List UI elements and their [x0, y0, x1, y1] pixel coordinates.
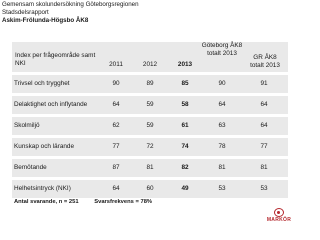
logo-text: MARKÖR: [266, 217, 292, 223]
logo-icon: [274, 208, 284, 217]
row-value: 82: [181, 164, 189, 171]
row-value: 58: [181, 101, 189, 108]
response-rate: Svarsfrekvens = 78%: [94, 199, 153, 205]
row-value: 59: [146, 101, 154, 108]
row-value: 89: [146, 80, 154, 87]
row-label: Trivsel och trygghet: [14, 80, 70, 87]
row-value: 62: [112, 122, 120, 129]
survey-title: Gemensam skolundersökning Göteborgsregionen: [2, 1, 139, 8]
row-value: 87: [112, 164, 120, 171]
table-row: [12, 96, 288, 114]
row-value: 77: [112, 143, 120, 150]
row-value: 90: [112, 80, 120, 87]
table-row: [12, 138, 288, 156]
row-label: Kunskap och lärande: [14, 143, 75, 150]
table-header: [12, 42, 288, 72]
district-name: Askim-Frölunda-Högsbo ÅK8: [2, 17, 89, 24]
row-label: Delaktighet och inflytande: [14, 101, 88, 108]
row-value: 81: [146, 164, 154, 171]
column-header-2012: 2012: [142, 61, 158, 68]
row-label: Skolmiljö: [14, 122, 40, 129]
table-row: [12, 117, 288, 135]
report-type: Stadsdelsrapport: [2, 9, 49, 16]
row-label: Helhetsintryck (NKI): [14, 185, 71, 192]
row-value: 61: [181, 122, 189, 129]
row-value: 49: [181, 185, 189, 192]
column-header-goteborg: Göteborg ÅK8 totalt 2013: [201, 42, 243, 57]
markor-logo: [262, 208, 296, 223]
row-value: 63: [218, 122, 226, 129]
column-header-gr: GR ÅK8 totalt 2013: [250, 54, 280, 69]
row-value: 64: [260, 122, 268, 129]
row-value: 74: [181, 143, 189, 150]
row-value: 77: [260, 143, 268, 150]
report-header: [2, 1, 139, 25]
row-value: 81: [218, 164, 226, 171]
row-value: 64: [260, 101, 268, 108]
row-value: 78: [218, 143, 226, 150]
table-row: [12, 75, 288, 93]
row-value: 91: [260, 80, 268, 87]
column-header-2011: 2011: [109, 61, 123, 68]
row-value: 64: [218, 101, 226, 108]
index-table: [12, 42, 288, 198]
row-label: Bemötande: [14, 164, 47, 171]
respondents-count: Antal svarande, n = 251: [14, 199, 79, 205]
row-value: 53: [218, 185, 226, 192]
row-value: 85: [181, 80, 189, 87]
footer-stats: [14, 199, 166, 205]
row-value: 72: [146, 143, 154, 150]
row-value: 90: [218, 80, 226, 87]
row-value: 81: [260, 164, 268, 171]
row-value: 59: [146, 122, 154, 129]
column-header-2013: 2013: [177, 61, 193, 68]
table-row: [12, 180, 288, 198]
row-value: 64: [112, 101, 120, 108]
row-value: 53: [260, 185, 268, 192]
row-value: 64: [112, 185, 120, 192]
table-row: [12, 159, 288, 177]
label-column-header: Index per frågeområde samt NKI: [15, 52, 96, 67]
row-value: 60: [146, 185, 154, 192]
